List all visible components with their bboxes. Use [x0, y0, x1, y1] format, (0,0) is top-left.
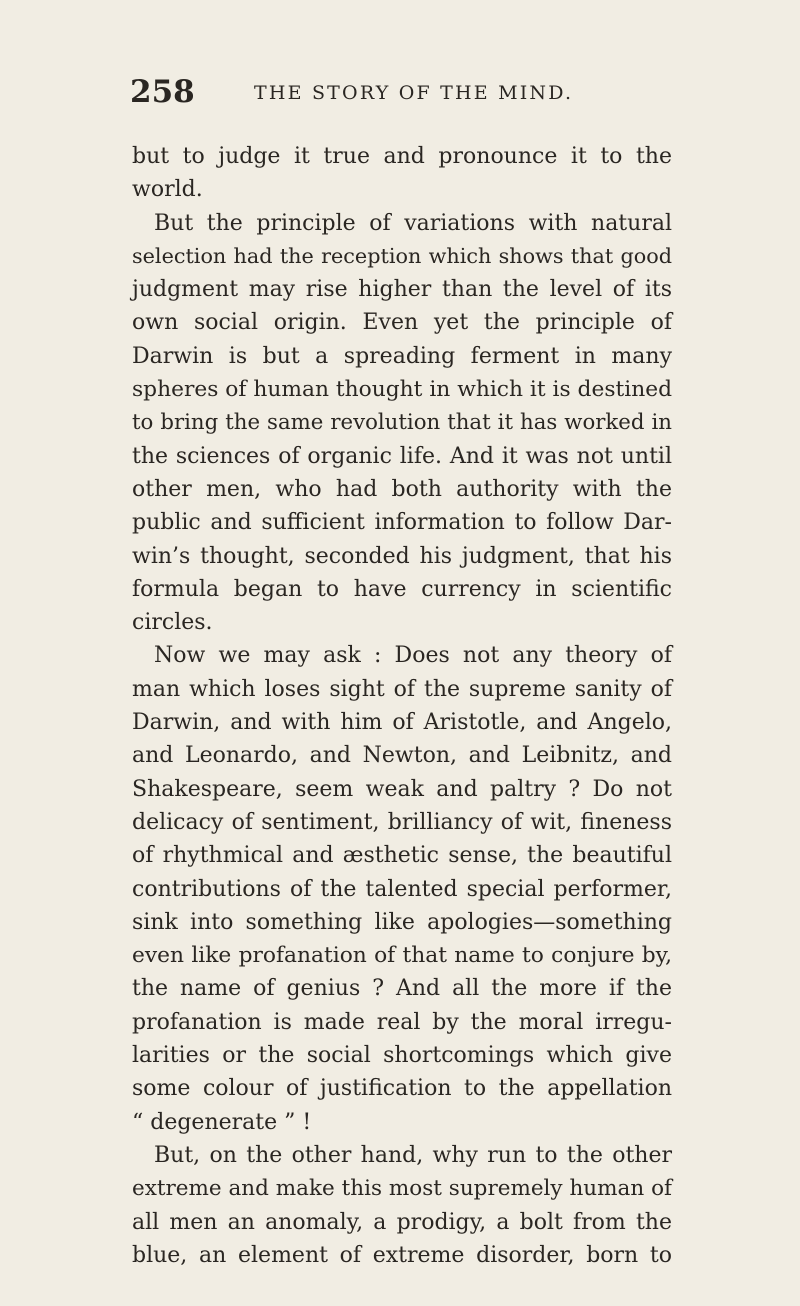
text-line: But, on the other hand, why run to the other — [154, 1142, 672, 1168]
text-line: all men an anomaly, a prodigy, a bolt from the — [132, 1209, 672, 1235]
text-line: other men, who had both authority with the — [132, 476, 672, 502]
text-line: to bring the same revolution that it has worked in — [132, 410, 672, 436]
text-line: spheres of human thought in which it is destined — [132, 377, 672, 403]
text-line: world. — [132, 177, 203, 203]
text-line: blue, an element of extreme disorder, born to — [132, 1242, 672, 1268]
text-line: even like profanation of that name to conjure by, — [132, 943, 672, 969]
page-header — [130, 72, 660, 120]
text-line: Shakespeare, seem weak and paltry ? Do not — [132, 776, 672, 802]
text-line: Now we may ask : Does not any theory of — [154, 643, 672, 669]
text-line: delicacy of sentiment, brilliancy of wit, fineness — [132, 809, 672, 835]
text-line: Darwin is but a spreading ferment in many — [132, 343, 672, 369]
text-line: selection had the reception which shows that good — [132, 243, 672, 268]
text-line: the name of genius ? And all the more if the — [132, 976, 672, 1002]
text-line: Darwin, and with him of Aristotle, and Angelo, — [132, 710, 672, 736]
text-line: “ degenerate ” ! — [132, 1109, 312, 1135]
running-head: THE STORY OF THE MIND. — [254, 82, 574, 104]
page-number: 258 — [130, 74, 195, 110]
text-line: formula began to have currency in scientific — [132, 576, 672, 602]
text-line: but to judge it true and pronounce it to the — [132, 144, 672, 169]
text-line: judgment may rise higher than the level of its — [132, 277, 672, 303]
text-line: some colour of justification to the appellation — [132, 1076, 672, 1102]
text-line: public and sufficient information to follow Dar- — [132, 510, 672, 536]
text-line: contributions of the talented special performer, — [132, 876, 672, 902]
text-line: extreme and make this most supremely human of — [132, 1176, 672, 1202]
text-line: larities or the social shortcomings which give — [132, 1043, 672, 1069]
text-line: own social origin. Even yet the principle of — [132, 310, 672, 336]
text-line: of rhythmical and æsthetic sense, the beautiful — [132, 843, 672, 869]
text-line: and Leonardo, and Newton, and Leibnitz, and — [132, 743, 672, 769]
text-line: man which loses sight of the supreme sanity of — [132, 676, 672, 702]
text-line: the sciences of organic life. And it was not until — [132, 443, 672, 469]
body-text — [132, 140, 672, 1272]
text-line: circles. — [132, 610, 213, 636]
text-line: win’s thought, seconded his judgment, that his — [132, 543, 672, 569]
text-line: profanation is made real by the moral irregu- — [132, 1009, 672, 1035]
text-line: sink into something like apologies—something — [132, 909, 672, 935]
text-line: But the principle of variations with natural — [154, 210, 672, 236]
